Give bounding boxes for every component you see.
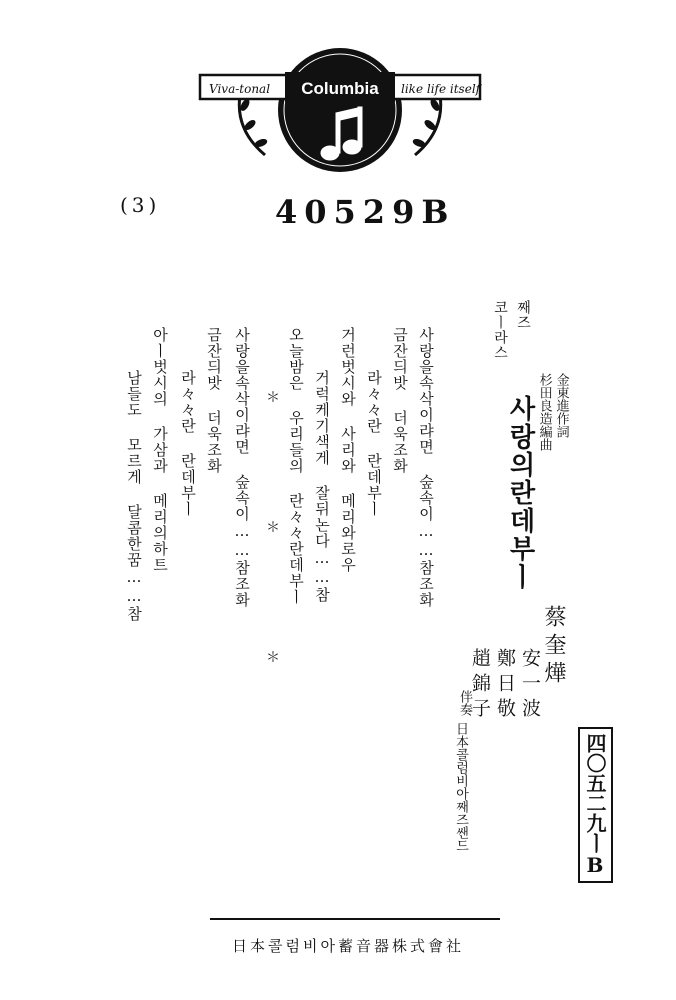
logo-brand: Columbia (301, 79, 379, 98)
song-title: 사랑의란데부ㅣ (505, 395, 535, 591)
logo-left-slogan: Viva-tonal (209, 82, 271, 96)
lyric-line: 오늘밤은 우리들의 란々々란데부ㅣ (287, 327, 305, 605)
lyric-line: 금잔듸밧 더욱조화 (205, 327, 223, 474)
stanza-separator: ＊ ＊ ＊ (264, 390, 280, 714)
lyric-line: 거런벗시와 사리와 메리와로우 (339, 327, 357, 573)
footer-divider (210, 918, 500, 920)
accompaniment-label: 伴奏 (457, 690, 472, 716)
singer: 蔡奎燁 (541, 605, 566, 689)
genre-line-1: 째즈 (515, 300, 531, 330)
logo-right-slogan: like life itself (401, 82, 481, 96)
credit-lyricist: 金東進作詞 (553, 373, 569, 438)
footer-publisher: 日本콜럼비아蓄音器株式會社 (232, 937, 464, 955)
lyric-line: 거럭케기색게 잘뒤논다……참 (313, 370, 331, 603)
band-name: 日本콜럼비아째즈쌘드 (453, 722, 468, 852)
lyric-line: 아ㅣ벗시의 가삼과 메리의하트 (151, 327, 169, 573)
lyric-line: 라々々란 란데부ㅣ (365, 370, 383, 517)
lyric-line: 금잔듸밧 더욱조화 (391, 327, 409, 474)
lyric-line: 사랑을속삭이랴면 숲속이……참조화 (233, 327, 251, 608)
performer-2: 鄭日敬 (494, 648, 516, 723)
performer-3: 趙錦子 (469, 648, 491, 723)
credit-arranger: 杉田良造編曲 (536, 373, 552, 451)
label-number: (3) (120, 193, 161, 217)
lyric-line: 라々々란 란데부ㅣ (179, 370, 197, 517)
lyric-line: 사랑을속삭이랴면 숲속이……참조화 (417, 327, 435, 608)
record-number: 40529B (275, 193, 456, 231)
lyric-line: 남들도 모르게 달콤한꿈……참 (125, 370, 143, 622)
genre-line-2: 코ㅣ라스 (492, 300, 508, 360)
side-number: 四〇五二九ㅣB (578, 727, 613, 883)
performer-1: 安一波 (519, 648, 541, 723)
columbia-logo (195, 35, 485, 185)
